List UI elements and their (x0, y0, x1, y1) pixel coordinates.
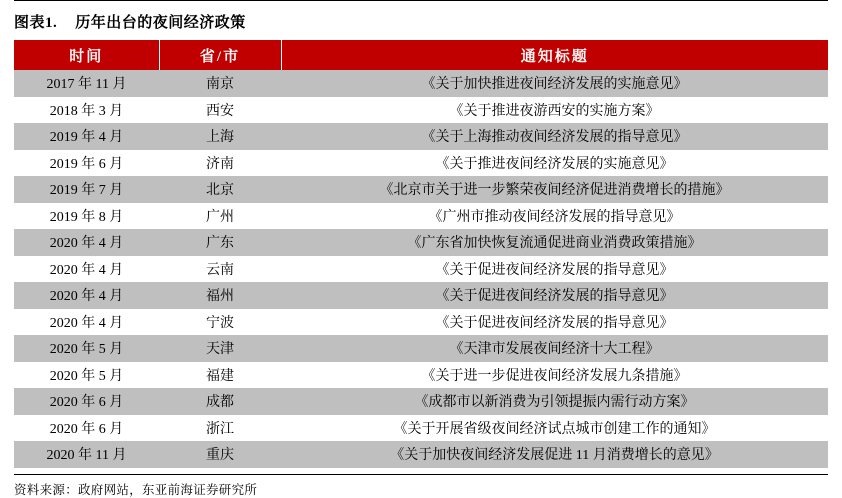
table-row (14, 335, 828, 362)
source-note: 资料来源：政府网站，东亚前海证券研究所 (14, 482, 258, 497)
cell-title: 《关于推进夜游西安的实施方案》 (281, 97, 828, 124)
cell-city: 广州 (159, 203, 281, 230)
cell-title: 《关于开展省级夜间经济试点城市创建工作的通知》 (281, 415, 828, 442)
cell-city: 宁波 (159, 309, 281, 336)
table-row (14, 441, 828, 468)
cell-title: 《广东省加快恢复流通促进商业消费政策措施》 (281, 229, 828, 256)
cell-city: 重庆 (159, 441, 281, 468)
table-header (14, 40, 828, 70)
cell-city: 上海 (159, 123, 281, 150)
cell-city: 福建 (159, 362, 281, 389)
cell-time: 2020 年 4 月 (14, 282, 159, 309)
cell-city: 云南 (159, 256, 281, 283)
cell-time: 2020 年 4 月 (14, 229, 159, 256)
cell-city: 成都 (159, 388, 281, 415)
cell-title: 《关于进一步促进夜间经济发展九条措施》 (281, 362, 828, 389)
table-row (14, 229, 828, 256)
column-header-notice-title: 通知标题 (281, 40, 828, 70)
cell-title: 《天津市发展夜间经济十大工程》 (281, 335, 828, 362)
cell-title: 《成都市以新消费为引领提振内需行动方案》 (281, 388, 828, 415)
cell-time: 2020 年 4 月 (14, 309, 159, 336)
column-header-time: 时间 (14, 40, 159, 70)
cell-city: 济南 (159, 150, 281, 177)
cell-title: 《关于加快推进夜间经济发展的实施意见》 (281, 70, 828, 97)
table-row (14, 282, 828, 309)
cell-title: 《广州市推动夜间经济发展的指导意见》 (281, 203, 828, 230)
cell-title: 《关于促进夜间经济发展的指导意见》 (281, 256, 828, 283)
cell-time: 2019 年 6 月 (14, 150, 159, 177)
cell-time: 2019 年 4 月 (14, 123, 159, 150)
cell-time: 2020 年 5 月 (14, 335, 159, 362)
cell-city: 南京 (159, 70, 281, 97)
cell-title: 《北京市关于进一步繁荣夜间经济促进消费增长的措施》 (281, 176, 828, 203)
cell-time: 2019 年 7 月 (14, 176, 159, 203)
column-header-province-city: 省/市 (159, 40, 281, 70)
figure-label: 图表1. (14, 15, 58, 31)
cell-title: 《关于促进夜间经济发展的指导意见》 (281, 309, 828, 336)
table-row (14, 123, 828, 150)
cell-title: 《关于上海推动夜间经济发展的指导意见》 (281, 123, 828, 150)
table-row (14, 150, 828, 177)
table-row (14, 203, 828, 230)
page-title: 历年出台的夜间经济政策 (75, 15, 246, 31)
cell-time: 2020 年 11 月 (14, 441, 159, 468)
cell-time: 2020 年 6 月 (14, 415, 159, 442)
table-row (14, 388, 828, 415)
cell-title: 《关于推进夜间经济发展的实施意见》 (281, 150, 828, 177)
cell-city: 广东 (159, 229, 281, 256)
table-row (14, 362, 828, 389)
table-header-row (14, 40, 828, 70)
cell-time: 2017 年 11 月 (14, 70, 159, 97)
table-row (14, 415, 828, 442)
policy-table (14, 40, 828, 468)
cell-time: 2019 年 8 月 (14, 203, 159, 230)
table-body (14, 70, 828, 468)
cell-city: 福州 (159, 282, 281, 309)
table-row (14, 256, 828, 283)
cell-city: 浙江 (159, 415, 281, 442)
table-row (14, 309, 828, 336)
cell-time: 2018 年 3 月 (14, 97, 159, 124)
cell-time: 2020 年 5 月 (14, 362, 159, 389)
cell-city: 北京 (159, 176, 281, 203)
cell-time: 2020 年 6 月 (14, 388, 159, 415)
cell-title: 《关于加快夜间经济发展促进 11 月消费增长的意见》 (281, 441, 828, 468)
figure-title-row (0, 1, 842, 40)
cell-city: 天津 (159, 335, 281, 362)
table-container (0, 40, 842, 468)
table-row (14, 97, 828, 124)
cell-time: 2020 年 4 月 (14, 256, 159, 283)
cell-title: 《关于促进夜间经济发展的指导意见》 (281, 282, 828, 309)
table-row (14, 70, 828, 97)
cell-city: 西安 (159, 97, 281, 124)
table-row (14, 176, 828, 203)
